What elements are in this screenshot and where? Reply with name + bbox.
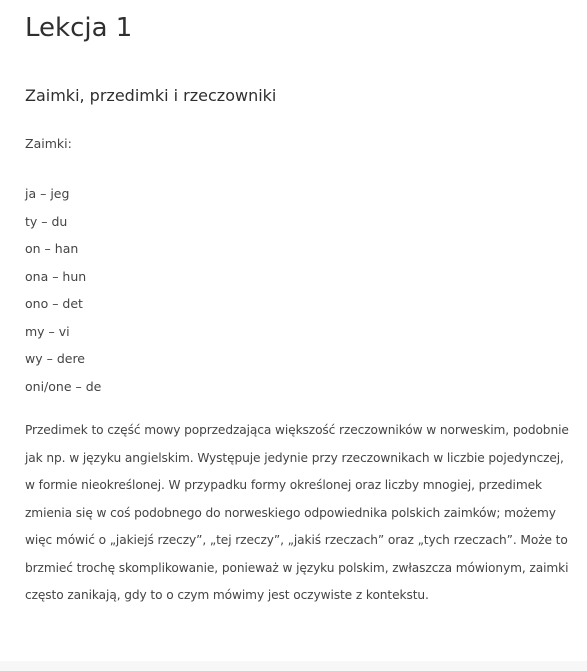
pronoun-item: ono – det (25, 296, 83, 311)
pronoun-item: wy – dere (25, 351, 85, 366)
section-subtitle: Zaimki, przedimki i rzeczowniki (25, 86, 277, 105)
pronoun-item: ja – jeg (25, 186, 70, 201)
article-paragraph: Przedimek to część mowy poprzedzająca większość rzeczowników w norweskim, podobnie jak np. w języku angielskim. Występuje jedynie przy rzeczownikach w liczbie pojedynczej, w formie nieokreślonej. W przypadku formy określonej oraz liczby mnogiej, przedimek zmienia się w coś podobnego do norweskiego odpowiednika polskich zaimków; możemy więc mówić o „jakiejś rzeczy”, „tej rzeczy”, „jakiś rzeczach” oraz „tych rzeczach”. Może to brzmieć trochę skomplikowanie, ponieważ w języku polskim, zwłaszcza mówionym, zaimki często zanikają, gdy to o czym mówimy jest oczywiste z kontekstu. (25, 423, 569, 602)
bottom-bar (0, 661, 587, 671)
pronoun-item: oni/one – de (25, 378, 102, 394)
pronoun-item: on – han (25, 241, 79, 256)
pronouns-label: Zaimki: (25, 136, 72, 151)
page-title: Lekcja 1 (25, 13, 133, 43)
pronoun-item: ona – hun (25, 268, 87, 284)
pronoun-item: ty – du (25, 213, 68, 229)
pronoun-item: my – vi (25, 323, 70, 339)
pronoun-list (25, 180, 101, 400)
